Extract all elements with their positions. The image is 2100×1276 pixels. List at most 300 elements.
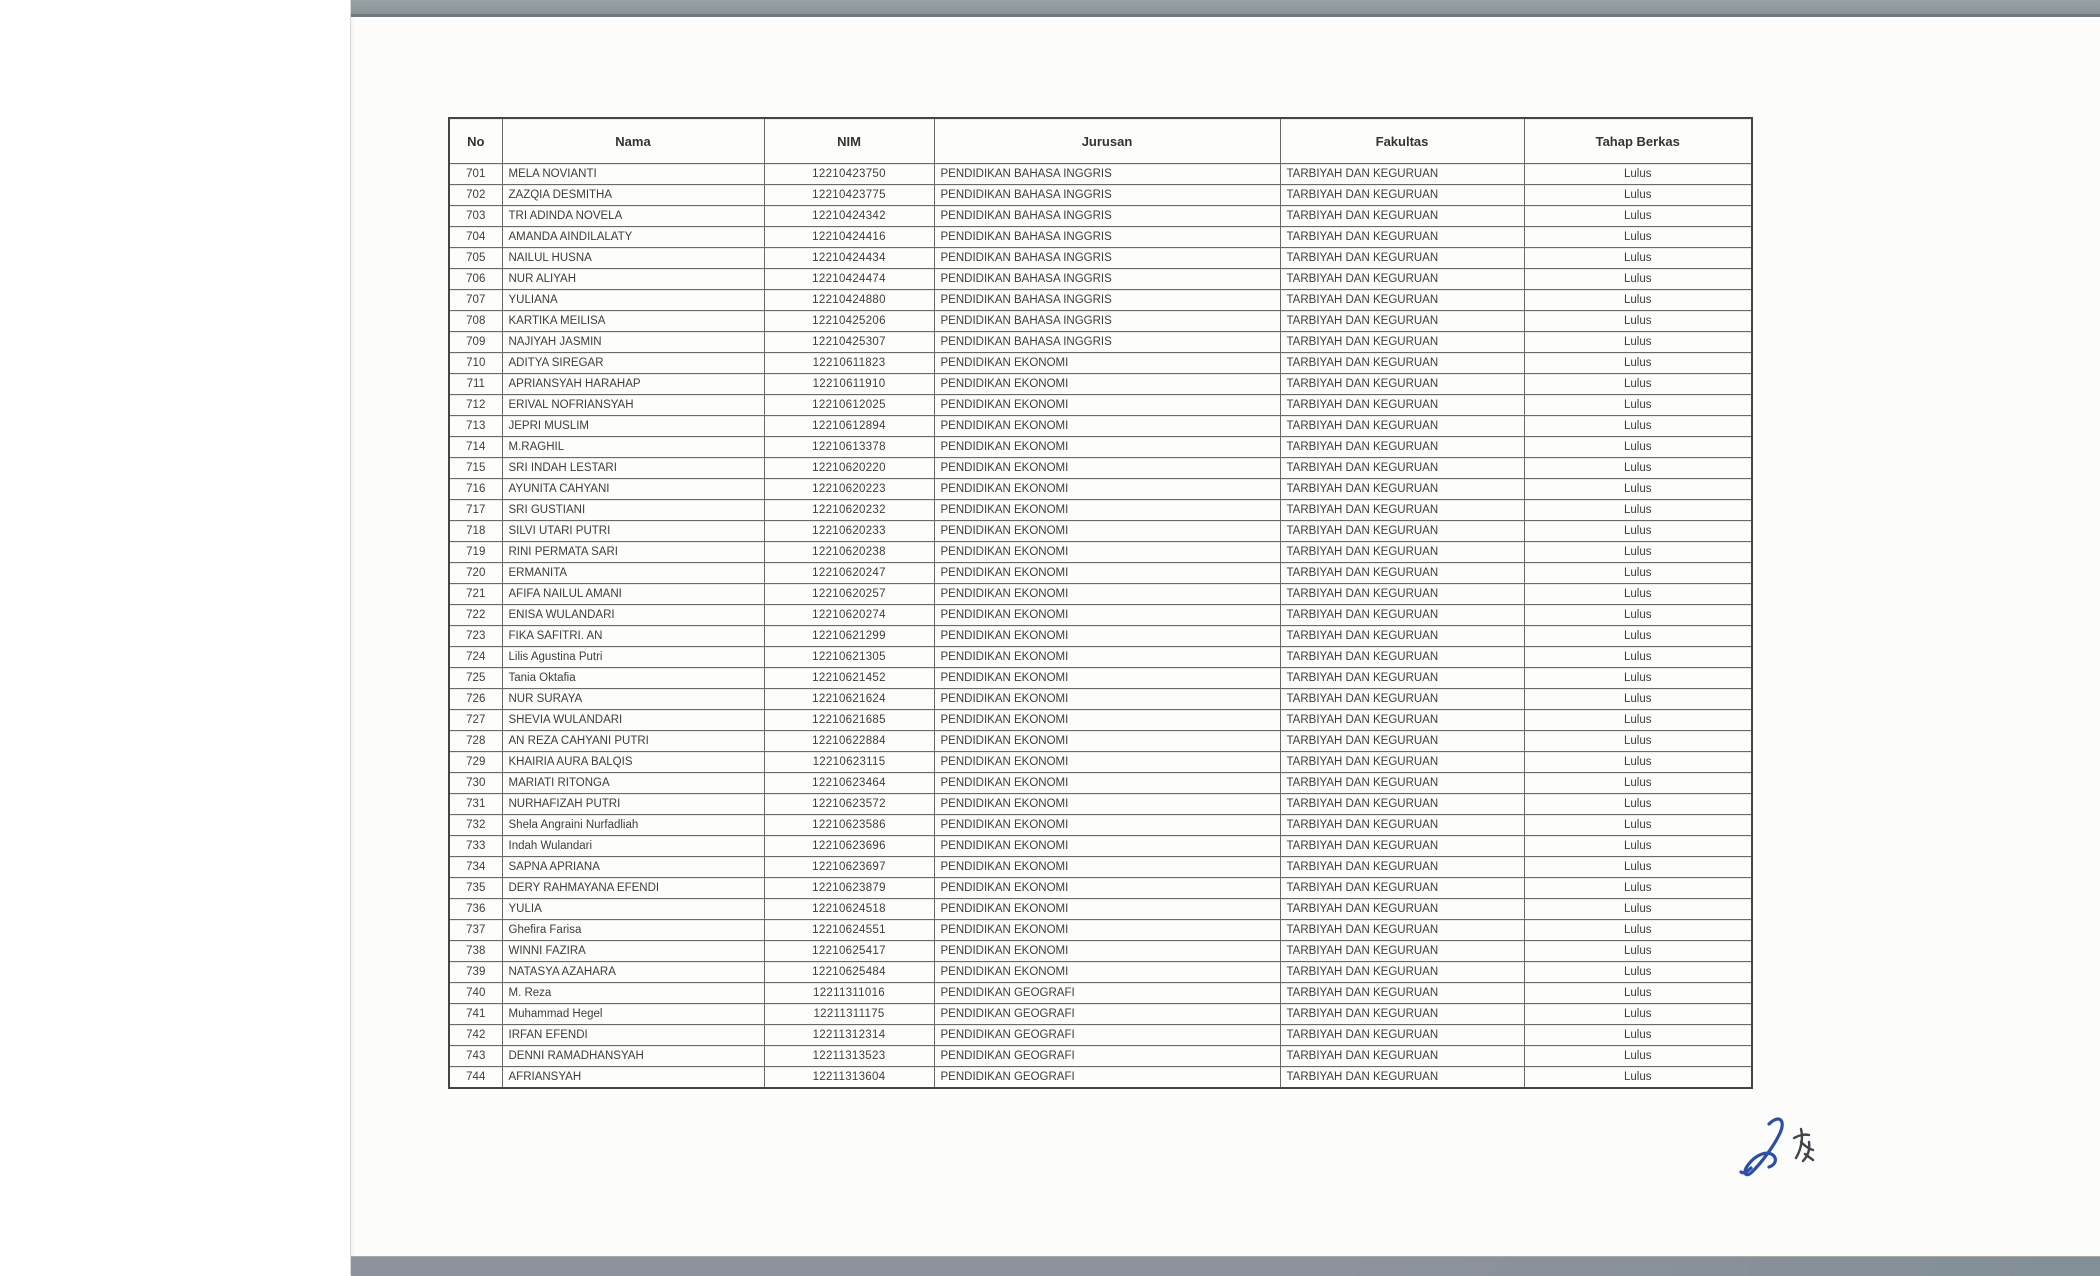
table-row <box>449 332 1752 353</box>
cell-no: 728 <box>449 731 502 752</box>
cell-tahap-berkas: Lulus <box>1524 899 1752 920</box>
cell-tahap-berkas: Lulus <box>1524 458 1752 479</box>
cell-fakultas: TARBIYAH DAN KEGURUAN <box>1280 416 1524 437</box>
cell-jurusan: PENDIDIKAN EKONOMI <box>934 458 1280 479</box>
cell-tahap-berkas: Lulus <box>1524 647 1752 668</box>
cell-nama: KHAIRIA AURA BALQIS <box>502 752 764 773</box>
cell-fakultas: TARBIYAH DAN KEGURUAN <box>1280 1004 1524 1025</box>
table-row <box>449 458 1752 479</box>
cell-no: 711 <box>449 374 502 395</box>
cell-fakultas: TARBIYAH DAN KEGURUAN <box>1280 962 1524 983</box>
cell-no: 742 <box>449 1025 502 1046</box>
cell-tahap-berkas: Lulus <box>1524 164 1752 185</box>
cell-nama: MELA NOVIANTI <box>502 164 764 185</box>
table-row <box>449 752 1752 773</box>
table-row <box>449 248 1752 269</box>
cell-nim: 12210611910 <box>764 374 934 395</box>
cell-no: 705 <box>449 248 502 269</box>
cell-nama: JEPRI MUSLIM <box>502 416 764 437</box>
table-row <box>449 1004 1752 1025</box>
cell-nim: 12211311175 <box>764 1004 934 1025</box>
cell-nim: 12210424474 <box>764 269 934 290</box>
cell-no: 726 <box>449 689 502 710</box>
cell-tahap-berkas: Lulus <box>1524 752 1752 773</box>
table-row <box>449 731 1752 752</box>
cell-nim: 12210625484 <box>764 962 934 983</box>
cell-no: 704 <box>449 227 502 248</box>
cell-fakultas: TARBIYAH DAN KEGURUAN <box>1280 941 1524 962</box>
cell-fakultas: TARBIYAH DAN KEGURUAN <box>1280 164 1524 185</box>
cell-nim: 12210621685 <box>764 710 934 731</box>
cell-fakultas: TARBIYAH DAN KEGURUAN <box>1280 668 1524 689</box>
cell-jurusan: PENDIDIKAN BAHASA INGGRIS <box>934 248 1280 269</box>
cell-nim: 12210613378 <box>764 437 934 458</box>
cell-jurusan: PENDIDIKAN EKONOMI <box>934 353 1280 374</box>
cell-fakultas: TARBIYAH DAN KEGURUAN <box>1280 857 1524 878</box>
cell-jurusan: PENDIDIKAN EKONOMI <box>934 752 1280 773</box>
col-header-fakultas: Fakultas <box>1280 118 1524 164</box>
cell-nim: 12210424416 <box>764 227 934 248</box>
cell-nama: ADITYA SIREGAR <box>502 353 764 374</box>
cell-tahap-berkas: Lulus <box>1524 248 1752 269</box>
table-row <box>449 857 1752 878</box>
table-row <box>449 710 1752 731</box>
cell-nim: 12210623696 <box>764 836 934 857</box>
cell-nama: WINNI FAZIRA <box>502 941 764 962</box>
col-header-tahap-berkas: Tahap Berkas <box>1524 118 1752 164</box>
table-row <box>449 542 1752 563</box>
cell-jurusan: PENDIDIKAN EKONOMI <box>934 647 1280 668</box>
cell-nama: AMANDA AINDILALATY <box>502 227 764 248</box>
cell-fakultas: TARBIYAH DAN KEGURUAN <box>1280 773 1524 794</box>
table-row <box>449 563 1752 584</box>
table-row <box>449 920 1752 941</box>
table-row <box>449 878 1752 899</box>
cell-jurusan: PENDIDIKAN BAHASA INGGRIS <box>934 227 1280 248</box>
cell-jurusan: PENDIDIKAN GEOGRAFI <box>934 1067 1280 1089</box>
cell-nama: KARTIKA MEILISA <box>502 311 764 332</box>
cell-tahap-berkas: Lulus <box>1524 521 1752 542</box>
cell-no: 723 <box>449 626 502 647</box>
cell-nama: Lilis Agustina Putri <box>502 647 764 668</box>
cell-fakultas: TARBIYAH DAN KEGURUAN <box>1280 836 1524 857</box>
table-row <box>449 836 1752 857</box>
cell-no: 716 <box>449 479 502 500</box>
cell-nama: APRIANSYAH HARAHAP <box>502 374 764 395</box>
table-row <box>449 311 1752 332</box>
cell-jurusan: PENDIDIKAN EKONOMI <box>934 395 1280 416</box>
cell-nim: 12210623586 <box>764 815 934 836</box>
cell-fakultas: TARBIYAH DAN KEGURUAN <box>1280 353 1524 374</box>
cell-nama: AFRIANSYAH <box>502 1067 764 1089</box>
cell-fakultas: TARBIYAH DAN KEGURUAN <box>1280 500 1524 521</box>
cell-nim: 12210620238 <box>764 542 934 563</box>
table-row <box>449 1067 1752 1089</box>
cell-nama: Muhammad Hegel <box>502 1004 764 1025</box>
cell-jurusan: PENDIDIKAN EKONOMI <box>934 416 1280 437</box>
cell-jurusan: PENDIDIKAN EKONOMI <box>934 941 1280 962</box>
cell-no: 727 <box>449 710 502 731</box>
cell-nama: MARIATI RITONGA <box>502 773 764 794</box>
cell-jurusan: PENDIDIKAN EKONOMI <box>934 584 1280 605</box>
cell-tahap-berkas: Lulus <box>1524 983 1752 1004</box>
cell-fakultas: TARBIYAH DAN KEGURUAN <box>1280 899 1524 920</box>
cell-nim: 12210611823 <box>764 353 934 374</box>
table-row <box>449 206 1752 227</box>
cell-no: 722 <box>449 605 502 626</box>
cell-fakultas: TARBIYAH DAN KEGURUAN <box>1280 374 1524 395</box>
cell-no: 701 <box>449 164 502 185</box>
cell-no: 737 <box>449 920 502 941</box>
cell-no: 715 <box>449 458 502 479</box>
table-row <box>449 416 1752 437</box>
cell-tahap-berkas: Lulus <box>1524 416 1752 437</box>
cell-fakultas: TARBIYAH DAN KEGURUAN <box>1280 458 1524 479</box>
cell-fakultas: TARBIYAH DAN KEGURUAN <box>1280 815 1524 836</box>
cell-tahap-berkas: Lulus <box>1524 332 1752 353</box>
cell-tahap-berkas: Lulus <box>1524 374 1752 395</box>
table-row <box>449 164 1752 185</box>
cell-nim: 12210621299 <box>764 626 934 647</box>
cell-nama: DENNI RAMADHANSYAH <box>502 1046 764 1067</box>
cell-nim: 12210620233 <box>764 521 934 542</box>
cell-fakultas: TARBIYAH DAN KEGURUAN <box>1280 1046 1524 1067</box>
cell-nama: NURHAFIZAH PUTRI <box>502 794 764 815</box>
cell-no: 729 <box>449 752 502 773</box>
cell-jurusan: PENDIDIKAN EKONOMI <box>934 731 1280 752</box>
cell-nama: ENISA WULANDARI <box>502 605 764 626</box>
cell-tahap-berkas: Lulus <box>1524 794 1752 815</box>
table-row <box>449 1025 1752 1046</box>
cell-tahap-berkas: Lulus <box>1524 626 1752 647</box>
cell-jurusan: PENDIDIKAN EKONOMI <box>934 479 1280 500</box>
cell-nama: SRI GUSTIANI <box>502 500 764 521</box>
cell-nama: ERIVAL NOFRIANSYAH <box>502 395 764 416</box>
cell-no: 708 <box>449 311 502 332</box>
cell-tahap-berkas: Lulus <box>1524 941 1752 962</box>
cell-jurusan: PENDIDIKAN EKONOMI <box>934 521 1280 542</box>
cell-fakultas: TARBIYAH DAN KEGURUAN <box>1280 248 1524 269</box>
table-row <box>449 374 1752 395</box>
cell-nama: ZAZQIA DESMITHA <box>502 185 764 206</box>
cell-nim: 12210423750 <box>764 164 934 185</box>
cell-tahap-berkas: Lulus <box>1524 1046 1752 1067</box>
cell-nim: 12210620220 <box>764 458 934 479</box>
cell-nama: NAILUL HUSNA <box>502 248 764 269</box>
table-row <box>449 689 1752 710</box>
cell-no: 736 <box>449 899 502 920</box>
cell-jurusan: PENDIDIKAN EKONOMI <box>934 857 1280 878</box>
cell-jurusan: PENDIDIKAN EKONOMI <box>934 836 1280 857</box>
cell-jurusan: PENDIDIKAN EKONOMI <box>934 500 1280 521</box>
cell-no: 744 <box>449 1067 502 1089</box>
cell-nim: 12210424342 <box>764 206 934 227</box>
cell-fakultas: TARBIYAH DAN KEGURUAN <box>1280 647 1524 668</box>
cell-jurusan: PENDIDIKAN EKONOMI <box>934 920 1280 941</box>
cell-jurusan: PENDIDIKAN GEOGRAFI <box>934 983 1280 1004</box>
cell-jurusan: PENDIDIKAN GEOGRAFI <box>934 1025 1280 1046</box>
cell-no: 720 <box>449 563 502 584</box>
table-row <box>449 185 1752 206</box>
cell-fakultas: TARBIYAH DAN KEGURUAN <box>1280 290 1524 311</box>
cell-nama: M.RAGHIL <box>502 437 764 458</box>
table-row <box>449 521 1752 542</box>
cell-jurusan: PENDIDIKAN BAHASA INGGRIS <box>934 269 1280 290</box>
cell-nim: 12210623464 <box>764 773 934 794</box>
cell-nama: YULIA <box>502 899 764 920</box>
cell-jurusan: PENDIDIKAN EKONOMI <box>934 773 1280 794</box>
cell-tahap-berkas: Lulus <box>1524 1067 1752 1089</box>
cell-nim: 12211313523 <box>764 1046 934 1067</box>
cell-fakultas: TARBIYAH DAN KEGURUAN <box>1280 563 1524 584</box>
cell-fakultas: TARBIYAH DAN KEGURUAN <box>1280 479 1524 500</box>
table-row <box>449 815 1752 836</box>
cell-tahap-berkas: Lulus <box>1524 668 1752 689</box>
cell-nim: 12210623572 <box>764 794 934 815</box>
cell-fakultas: TARBIYAH DAN KEGURUAN <box>1280 983 1524 1004</box>
cell-nama: SRI INDAH LESTARI <box>502 458 764 479</box>
cell-nim: 12210612894 <box>764 416 934 437</box>
cell-fakultas: TARBIYAH DAN KEGURUAN <box>1280 332 1524 353</box>
cell-nama: NATASYA AZAHARA <box>502 962 764 983</box>
cell-fakultas: TARBIYAH DAN KEGURUAN <box>1280 710 1524 731</box>
cell-jurusan: PENDIDIKAN EKONOMI <box>934 794 1280 815</box>
cell-no: 707 <box>449 290 502 311</box>
cell-nim: 12210625417 <box>764 941 934 962</box>
cell-fakultas: TARBIYAH DAN KEGURUAN <box>1280 920 1524 941</box>
cell-tahap-berkas: Lulus <box>1524 479 1752 500</box>
cell-nim: 12210620232 <box>764 500 934 521</box>
cell-nama: SHEVIA WULANDARI <box>502 710 764 731</box>
table-row <box>449 668 1752 689</box>
cell-no: 703 <box>449 206 502 227</box>
cell-nim: 12211312314 <box>764 1025 934 1046</box>
cell-tahap-berkas: Lulus <box>1524 710 1752 731</box>
cell-fakultas: TARBIYAH DAN KEGURUAN <box>1280 227 1524 248</box>
cell-jurusan: PENDIDIKAN GEOGRAFI <box>934 1004 1280 1025</box>
cell-jurusan: PENDIDIKAN BAHASA INGGRIS <box>934 332 1280 353</box>
cell-tahap-berkas: Lulus <box>1524 605 1752 626</box>
cell-fakultas: TARBIYAH DAN KEGURUAN <box>1280 437 1524 458</box>
cell-nama: AN REZA CAHYANI PUTRI <box>502 731 764 752</box>
cell-tahap-berkas: Lulus <box>1524 500 1752 521</box>
table-row <box>449 584 1752 605</box>
cell-nama: RINI PERMATA SARI <box>502 542 764 563</box>
cell-tahap-berkas: Lulus <box>1524 773 1752 794</box>
handwritten-signature-mark <box>1739 1116 1829 1196</box>
cell-nim: 12210620247 <box>764 563 934 584</box>
table-row <box>449 794 1752 815</box>
cell-nama: AFIFA NAILUL AMANI <box>502 584 764 605</box>
cell-fakultas: TARBIYAH DAN KEGURUAN <box>1280 626 1524 647</box>
table-row <box>449 941 1752 962</box>
cell-tahap-berkas: Lulus <box>1524 584 1752 605</box>
cell-jurusan: PENDIDIKAN EKONOMI <box>934 962 1280 983</box>
cell-fakultas: TARBIYAH DAN KEGURUAN <box>1280 752 1524 773</box>
cell-jurusan: PENDIDIKAN EKONOMI <box>934 374 1280 395</box>
cell-nama: DERY RAHMAYANA EFENDI <box>502 878 764 899</box>
cell-fakultas: TARBIYAH DAN KEGURUAN <box>1280 605 1524 626</box>
cell-nama: FIKA SAFITRI. AN <box>502 626 764 647</box>
cell-fakultas: TARBIYAH DAN KEGURUAN <box>1280 1025 1524 1046</box>
cell-nim: 12210624551 <box>764 920 934 941</box>
table-row <box>449 647 1752 668</box>
scan-edge-strip-top <box>351 0 2100 17</box>
cell-no: 713 <box>449 416 502 437</box>
cell-tahap-berkas: Lulus <box>1524 731 1752 752</box>
table-row <box>449 269 1752 290</box>
cell-jurusan: PENDIDIKAN BAHASA INGGRIS <box>934 164 1280 185</box>
cell-no: 719 <box>449 542 502 563</box>
cell-no: 709 <box>449 332 502 353</box>
cell-nim: 12210623697 <box>764 857 934 878</box>
cell-tahap-berkas: Lulus <box>1524 542 1752 563</box>
cell-no: 740 <box>449 983 502 1004</box>
cell-tahap-berkas: Lulus <box>1524 206 1752 227</box>
scan-edge-strip-bottom <box>351 1256 2100 1276</box>
table-row <box>449 437 1752 458</box>
cell-nama: IRFAN EFENDI <box>502 1025 764 1046</box>
cell-fakultas: TARBIYAH DAN KEGURUAN <box>1280 185 1524 206</box>
cell-no: 739 <box>449 962 502 983</box>
cell-no: 741 <box>449 1004 502 1025</box>
cell-jurusan: PENDIDIKAN EKONOMI <box>934 689 1280 710</box>
cell-nim: 12210425206 <box>764 311 934 332</box>
cell-jurusan: PENDIDIKAN EKONOMI <box>934 878 1280 899</box>
cell-no: 738 <box>449 941 502 962</box>
cell-no: 733 <box>449 836 502 857</box>
cell-nim: 12210621305 <box>764 647 934 668</box>
table-row <box>449 227 1752 248</box>
cell-jurusan: PENDIDIKAN BAHASA INGGRIS <box>934 290 1280 311</box>
cell-nama: SILVI UTARI PUTRI <box>502 521 764 542</box>
cell-jurusan: PENDIDIKAN EKONOMI <box>934 542 1280 563</box>
cell-tahap-berkas: Lulus <box>1524 563 1752 584</box>
cell-nama: AYUNITA CAHYANI <box>502 479 764 500</box>
cell-tahap-berkas: Lulus <box>1524 815 1752 836</box>
cell-nim: 12210621452 <box>764 668 934 689</box>
table-row <box>449 899 1752 920</box>
cell-nim: 12210622884 <box>764 731 934 752</box>
cell-nama: SAPNA APRIANA <box>502 857 764 878</box>
cell-fakultas: TARBIYAH DAN KEGURUAN <box>1280 311 1524 332</box>
table-row <box>449 353 1752 374</box>
cell-nama: Indah Wulandari <box>502 836 764 857</box>
col-header-jurusan: Jurusan <box>934 118 1280 164</box>
cell-nim: 12210425307 <box>764 332 934 353</box>
cell-jurusan: PENDIDIKAN EKONOMI <box>934 605 1280 626</box>
cell-jurusan: PENDIDIKAN EKONOMI <box>934 437 1280 458</box>
cell-tahap-berkas: Lulus <box>1524 227 1752 248</box>
cell-no: 706 <box>449 269 502 290</box>
cell-nama: TRI ADINDA NOVELA <box>502 206 764 227</box>
cell-jurusan: PENDIDIKAN BAHASA INGGRIS <box>934 311 1280 332</box>
cell-tahap-berkas: Lulus <box>1524 269 1752 290</box>
cell-jurusan: PENDIDIKAN BAHASA INGGRIS <box>934 185 1280 206</box>
cell-fakultas: TARBIYAH DAN KEGURUAN <box>1280 689 1524 710</box>
cell-nama: NAJIYAH JASMIN <box>502 332 764 353</box>
cell-no: 724 <box>449 647 502 668</box>
cell-jurusan: PENDIDIKAN EKONOMI <box>934 899 1280 920</box>
cell-no: 734 <box>449 857 502 878</box>
cell-jurusan: PENDIDIKAN BAHASA INGGRIS <box>934 206 1280 227</box>
table-row <box>449 605 1752 626</box>
cell-tahap-berkas: Lulus <box>1524 1004 1752 1025</box>
cell-fakultas: TARBIYAH DAN KEGURUAN <box>1280 794 1524 815</box>
cell-no: 732 <box>449 815 502 836</box>
table-row <box>449 626 1752 647</box>
cell-nama: YULIANA <box>502 290 764 311</box>
cell-fakultas: TARBIYAH DAN KEGURUAN <box>1280 521 1524 542</box>
cell-tahap-berkas: Lulus <box>1524 290 1752 311</box>
cell-nim: 12210612025 <box>764 395 934 416</box>
cell-no: 714 <box>449 437 502 458</box>
cell-fakultas: TARBIYAH DAN KEGURUAN <box>1280 269 1524 290</box>
cell-nim: 12211311016 <box>764 983 934 1004</box>
table-body <box>449 164 1752 1089</box>
cell-fakultas: TARBIYAH DAN KEGURUAN <box>1280 878 1524 899</box>
cell-nim: 12211313604 <box>764 1067 934 1089</box>
cell-tahap-berkas: Lulus <box>1524 395 1752 416</box>
table-header-row <box>449 118 1752 164</box>
cell-nim: 12210624518 <box>764 899 934 920</box>
cell-nim: 12210423775 <box>764 185 934 206</box>
cell-no: 730 <box>449 773 502 794</box>
cell-no: 725 <box>449 668 502 689</box>
cell-tahap-berkas: Lulus <box>1524 185 1752 206</box>
cell-nama: Ghefira Farisa <box>502 920 764 941</box>
table-row <box>449 500 1752 521</box>
cell-no: 710 <box>449 353 502 374</box>
cell-jurusan: PENDIDIKAN EKONOMI <box>934 815 1280 836</box>
cell-no: 718 <box>449 521 502 542</box>
cell-no: 712 <box>449 395 502 416</box>
cell-jurusan: PENDIDIKAN EKONOMI <box>934 563 1280 584</box>
cell-tahap-berkas: Lulus <box>1524 836 1752 857</box>
cell-fakultas: TARBIYAH DAN KEGURUAN <box>1280 542 1524 563</box>
scanned-page <box>350 0 2100 1275</box>
cell-no: 702 <box>449 185 502 206</box>
cell-tahap-berkas: Lulus <box>1524 1025 1752 1046</box>
col-header-nama: Nama <box>502 118 764 164</box>
cell-nim: 12210620257 <box>764 584 934 605</box>
cell-no: 717 <box>449 500 502 521</box>
table-row <box>449 773 1752 794</box>
cell-tahap-berkas: Lulus <box>1524 878 1752 899</box>
cell-no: 743 <box>449 1046 502 1067</box>
cell-nama: NUR SURAYA <box>502 689 764 710</box>
cell-no: 735 <box>449 878 502 899</box>
col-header-no: No <box>449 118 502 164</box>
cell-nim: 12210620274 <box>764 605 934 626</box>
student-results-table <box>448 117 1753 1089</box>
cell-nim: 12210424434 <box>764 248 934 269</box>
cell-no: 721 <box>449 584 502 605</box>
cell-nama: M. Reza <box>502 983 764 1004</box>
table-row <box>449 1046 1752 1067</box>
table-row <box>449 395 1752 416</box>
cell-nim: 12210424880 <box>764 290 934 311</box>
cell-jurusan: PENDIDIKAN GEOGRAFI <box>934 1046 1280 1067</box>
cell-tahap-berkas: Lulus <box>1524 920 1752 941</box>
cell-tahap-berkas: Lulus <box>1524 857 1752 878</box>
cell-nim: 12210623879 <box>764 878 934 899</box>
col-header-nim: NIM <box>764 118 934 164</box>
cell-fakultas: TARBIYAH DAN KEGURUAN <box>1280 1067 1524 1089</box>
cell-tahap-berkas: Lulus <box>1524 962 1752 983</box>
cell-fakultas: TARBIYAH DAN KEGURUAN <box>1280 584 1524 605</box>
table-row <box>449 290 1752 311</box>
